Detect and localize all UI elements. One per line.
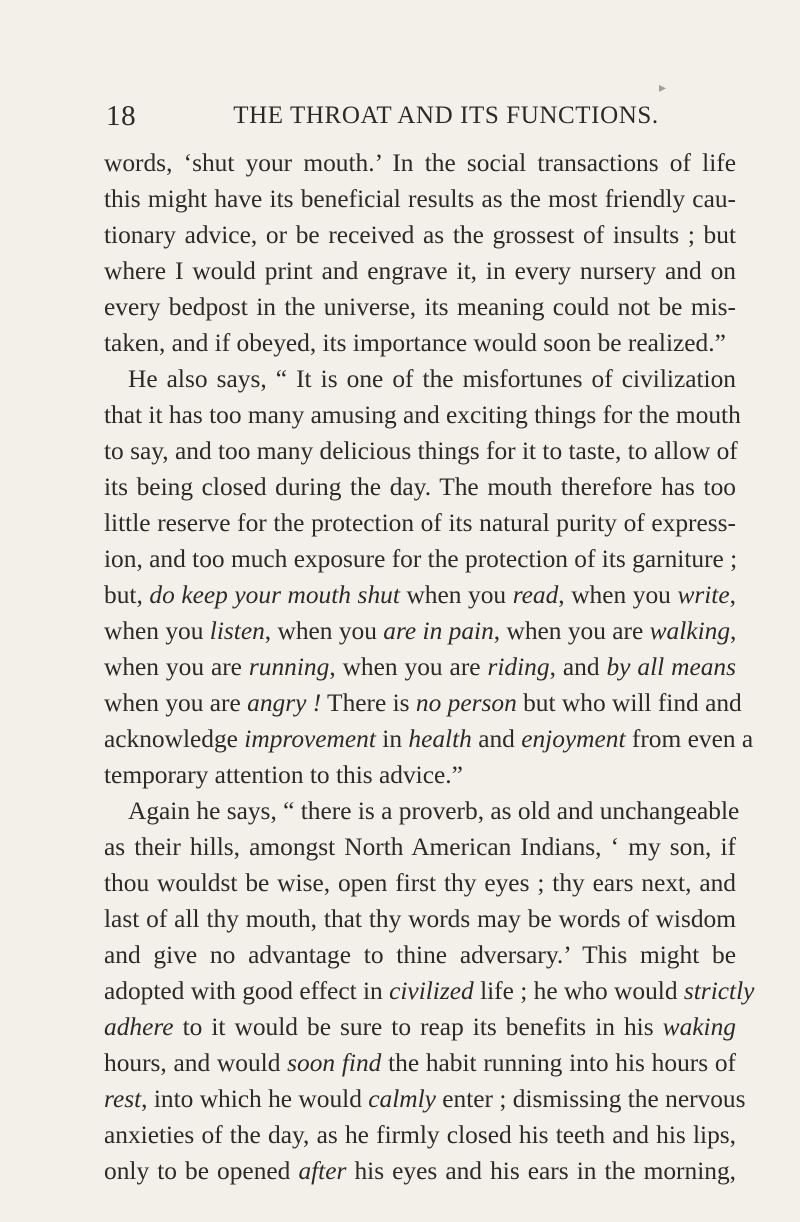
text-line bbox=[104, 685, 742, 721]
text-run: its being closed during the day. The mouth therefore has too bbox=[104, 473, 736, 501]
running-header bbox=[106, 100, 736, 140]
text-run: Again he says, “ there is a proverb, as old and unchangeable bbox=[128, 797, 740, 825]
running-title: THE THROAT AND ITS FUNCTIONS. bbox=[233, 102, 659, 129]
text-run: when you bbox=[399, 581, 513, 609]
italic-phrase: strictly bbox=[683, 977, 755, 1005]
text-line bbox=[104, 757, 736, 793]
italic-phrase: civilized bbox=[389, 977, 474, 1005]
italic-phrase: no person bbox=[415, 689, 517, 717]
text-run: anxieties of the day, as he firmly closed his teeth and his lips, bbox=[104, 1121, 736, 1149]
text-run: , into which he would bbox=[141, 1085, 369, 1113]
text-run: and bbox=[471, 725, 522, 753]
text-run: the habit running into his hours of bbox=[381, 1049, 736, 1077]
text-run: only to be opened bbox=[104, 1157, 299, 1185]
text-line bbox=[104, 613, 736, 649]
text-run: tionary advice, or be received as the grossest of insults ; but bbox=[104, 221, 736, 249]
text-line bbox=[104, 361, 736, 397]
text-run: but who will find and bbox=[516, 689, 742, 717]
italic-phrase: enjoyment bbox=[521, 725, 626, 753]
italic-phrase: improvement bbox=[244, 725, 376, 753]
italic-phrase: angry ! bbox=[247, 689, 322, 717]
text-run: adopted with good effect in bbox=[104, 977, 390, 1005]
text-line bbox=[104, 1081, 746, 1117]
text-run: , and bbox=[549, 653, 607, 681]
text-run: enter ; dismissing the nervous bbox=[435, 1085, 746, 1113]
text-run: last of all thy mouth, that thy words may be words of wisdom bbox=[104, 905, 736, 933]
text-run: , when you are bbox=[329, 653, 488, 681]
italic-phrase: read bbox=[512, 581, 559, 609]
italic-phrase: listen bbox=[209, 617, 265, 645]
text-line bbox=[104, 469, 736, 505]
italic-phrase: after bbox=[298, 1157, 347, 1185]
text-line bbox=[104, 577, 736, 613]
text-line bbox=[104, 541, 736, 577]
text-line bbox=[104, 217, 736, 253]
text-run: from even a bbox=[625, 725, 754, 753]
text-run: where I would print and engrave it, in every nursery and on bbox=[104, 257, 736, 285]
text-run: when you are bbox=[104, 689, 248, 717]
text-line bbox=[104, 433, 736, 469]
text-run: to it would be sure to reap its benefits in his bbox=[173, 1013, 663, 1041]
text-run: little reserve for the protection of its natural purity of express- bbox=[104, 509, 736, 537]
italic-phrase: soon find bbox=[287, 1049, 382, 1077]
text-line bbox=[104, 937, 736, 973]
text-run: when you are bbox=[104, 653, 249, 681]
text-line bbox=[104, 829, 736, 865]
italic-phrase: running bbox=[248, 653, 330, 681]
body-text bbox=[104, 145, 755, 1189]
italic-phrase: riding bbox=[487, 653, 550, 681]
text-run: He also says, “ It is one of the misfortunes of civilization bbox=[128, 365, 736, 393]
text-run: but, bbox=[104, 581, 150, 609]
text-run: acknowledge bbox=[104, 725, 245, 753]
italic-phrase: health bbox=[408, 725, 472, 753]
italic-phrase: calmly bbox=[368, 1085, 436, 1113]
text-line bbox=[104, 901, 736, 937]
text-run: There is bbox=[321, 689, 416, 717]
text-line bbox=[104, 289, 736, 325]
print-mark: ▸ bbox=[659, 81, 667, 96]
italic-phrase: do keep your mouth shut bbox=[149, 581, 400, 609]
text-line bbox=[104, 721, 754, 757]
italic-phrase: are in pain bbox=[383, 617, 494, 645]
text-run: , when you bbox=[558, 581, 678, 609]
text-run: temporary attention to this advice.” bbox=[104, 761, 463, 789]
text-run: life ; he who would bbox=[473, 977, 684, 1005]
text-run: in bbox=[375, 725, 409, 753]
text-run: , bbox=[729, 581, 736, 609]
text-line bbox=[104, 253, 736, 289]
text-run: thou wouldst be wise, open first thy eyes ; thy ears next, and bbox=[104, 869, 736, 897]
text-line bbox=[104, 1045, 736, 1081]
italic-phrase: waking bbox=[662, 1013, 736, 1041]
text-run: to say, and too many delicious things for it to taste, to allow of bbox=[104, 437, 738, 465]
page-number: 18 bbox=[106, 100, 137, 132]
text-run: every bedpost in the universe, its meaning could not be mis- bbox=[104, 293, 736, 321]
text-line bbox=[104, 793, 740, 829]
text-line bbox=[104, 865, 736, 901]
italic-phrase: by all means bbox=[606, 653, 736, 681]
text-run: that it has too many amusing and exciting things for the mouth bbox=[104, 401, 741, 429]
italic-phrase: write bbox=[677, 581, 730, 609]
text-run: , bbox=[730, 617, 737, 645]
text-line bbox=[104, 505, 736, 541]
text-run: and give no advantage to thine adversary.’ This might be bbox=[104, 941, 736, 969]
italic-phrase: walking bbox=[649, 617, 731, 645]
italic-phrase: adhere bbox=[104, 1013, 174, 1041]
text-run: words, ‘shut your mouth.’ In the social transactions of life bbox=[104, 149, 736, 177]
text-line bbox=[104, 1009, 736, 1045]
text-run: this might have its beneficial results as the most friendly cau- bbox=[104, 185, 736, 213]
text-run: as their hills, amongst North American Indians, ‘ my son, if bbox=[104, 833, 736, 861]
text-run: ion, and too much exposure for the protection of its garniture ; bbox=[104, 545, 738, 573]
text-line bbox=[104, 649, 736, 685]
text-line bbox=[104, 181, 736, 217]
text-run: , when you bbox=[264, 617, 384, 645]
italic-phrase: rest bbox=[104, 1085, 142, 1113]
text-line bbox=[104, 397, 741, 433]
text-run: his eyes and his ears in the morning, bbox=[346, 1157, 736, 1185]
text-run: when you bbox=[104, 617, 210, 645]
text-line bbox=[104, 973, 755, 1009]
text-run: taken, and if obeyed, its importance would soon be realized.” bbox=[104, 329, 726, 357]
text-run: hours, and would bbox=[104, 1049, 288, 1077]
text-line bbox=[104, 325, 736, 361]
text-line bbox=[104, 145, 736, 181]
text-line bbox=[104, 1117, 736, 1153]
text-run: , when you are bbox=[493, 617, 650, 645]
text-line bbox=[104, 1153, 736, 1189]
